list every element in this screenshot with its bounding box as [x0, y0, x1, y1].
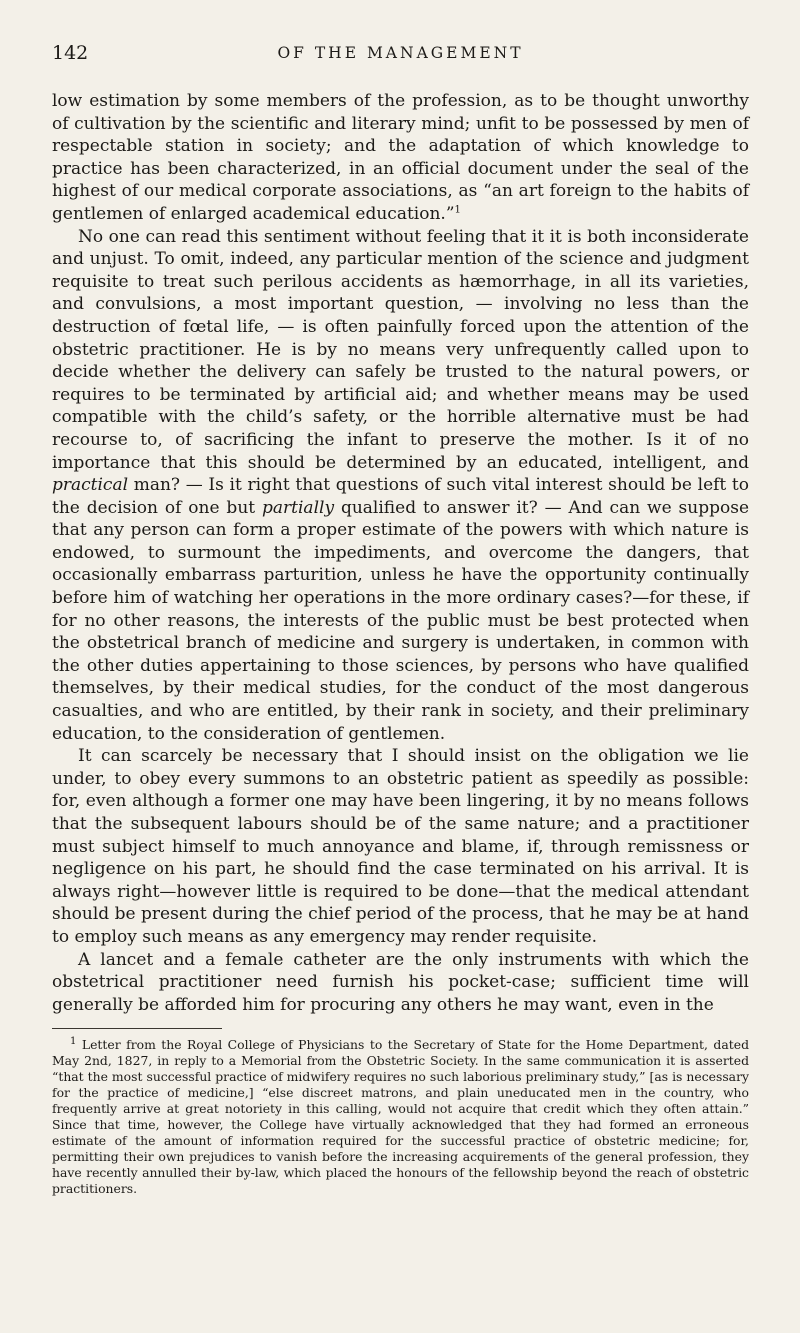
emphasis-practical: practical — [52, 475, 129, 496]
paragraph-2-text-a: No one can read this sentiment without feeling that it it is both inconsiderate and unjust. To omit, indeed, any particular mention of the science and judgment requisite to treat such perilous accidents as hæmorrhage, in all its varieties, and convulsions, a most important question, — involving no less than the destruction of fœtal life, — is often painfully forced upon the attention of the obstetric practitioner. He is by no means very unfrequently called upon to decide whether the delivery can safely be trusted to the natural powers, or requires to be terminated by artificial aid; and whether means may be used compatible with the child’s safety, or the horrible alternative must be had recourse to, of sacrificing the infant to preserve the mother. Is it of no importance that this should be determined by an educated, intelligent, and — [52, 226, 749, 473]
paragraph-1-text: low estimation by some members of the profession, as to be thought unworthy of cultivation by the scientific and literary mind; unfit to be possessed by men of respectable station in society; and the adaptation of which knowledge to practice has been characterized, in an official document under the seal of the highest of our medical corporate associations, as “an art foreign to the habits of gentlemen of enlarged academical education.” — [52, 91, 749, 224]
paragraph-2-text-c: qualified to answer it? — And can we suppose that any person can form a proper estimate of the powers with which nature is endowed, to surmount the impediments, and overcome the dangers, that occasionally embarrass parturition, unless he have the opportunity continually before him of watching her operations in the more ordinary cases?—for these, if for no other reasons, the interests of the public must be best protected when the obstetrical branch of medicine and surgery is undertaken, in common with the other duties appertaining to those sciences, by persons who have qualified themselves, by their medical studies, for the conduct of the most dangerous casualties, and who are entitled, by their rank in society, and their preliminary education, to the consideration of gentlemen. — [52, 497, 750, 744]
emphasis-partially: partially — [262, 497, 335, 518]
paragraph-2 — [52, 226, 749, 746]
paragraph-4: A lancet and a female catheter are the only instruments with which the obstetrical practitioner need furnish his pocket-case; sufficient time will generally be afforded him for procuring any others he may want, even in the — [52, 949, 749, 1015]
footnote-reference: 1 — [454, 204, 461, 216]
paragraph-3: It can scarcely be necessary that I should insist on the obligation we lie under, to obey every summons to an obstetric patient as speedily as possible: for, even although a former one may have been lingering, it by no means follows that the subsequent labours should be of the same nature; and a practitioner must subject himself to much annoyance and blame, if, through remissness or negligence on his part, he should find the case terminated on his arrival. It is always right—however little is required to be done—that the medical attendant should be present during the chief period of the process, that he may be at hand to employ such means as any emergency may render requisite. — [52, 746, 749, 947]
footnote-rule — [52, 1028, 222, 1029]
footnote-marker: 1 — [70, 1036, 77, 1048]
running-head: OF THE MANAGEMENT — [277, 44, 524, 62]
paragraph-2-text-b: man? — Is it right that questions of such vital interest should be left to the decision of one but — [52, 475, 749, 518]
page-header — [52, 42, 749, 68]
paragraph-1 — [52, 90, 749, 226]
footnote-text: Letter from the Royal College of Physicians to the Secretary of State for the Home Department, dated May 2nd, 1827, in reply to a Memorial from the Obstetric Society. In the same communication it is asserted “that the most successful practice of midwifery requires no such laborious preliminary study,” [as is necessary for the practice of medicine,] “else discreet matrons, and plain uneducated men in the country, who frequently arrive at great notoriety in this calling, would not acquire that credit which they often attain.” Since that time, however, the College have virtually acknowledged that they had formed an erroneous estimate of the amount of information required for the successful practice of obstetric medicine; for, permitting their own prejudices to vanish before the increasing acquirements of the general profession, they have recently annulled their by-law, which placed the honours of the fellowship beyond the reach of obstetric practitioners. — [52, 1037, 749, 1197]
book-page — [52, 42, 749, 1197]
body-text — [52, 90, 749, 1016]
page-number: 142 — [52, 42, 89, 64]
footnote — [52, 1037, 749, 1197]
